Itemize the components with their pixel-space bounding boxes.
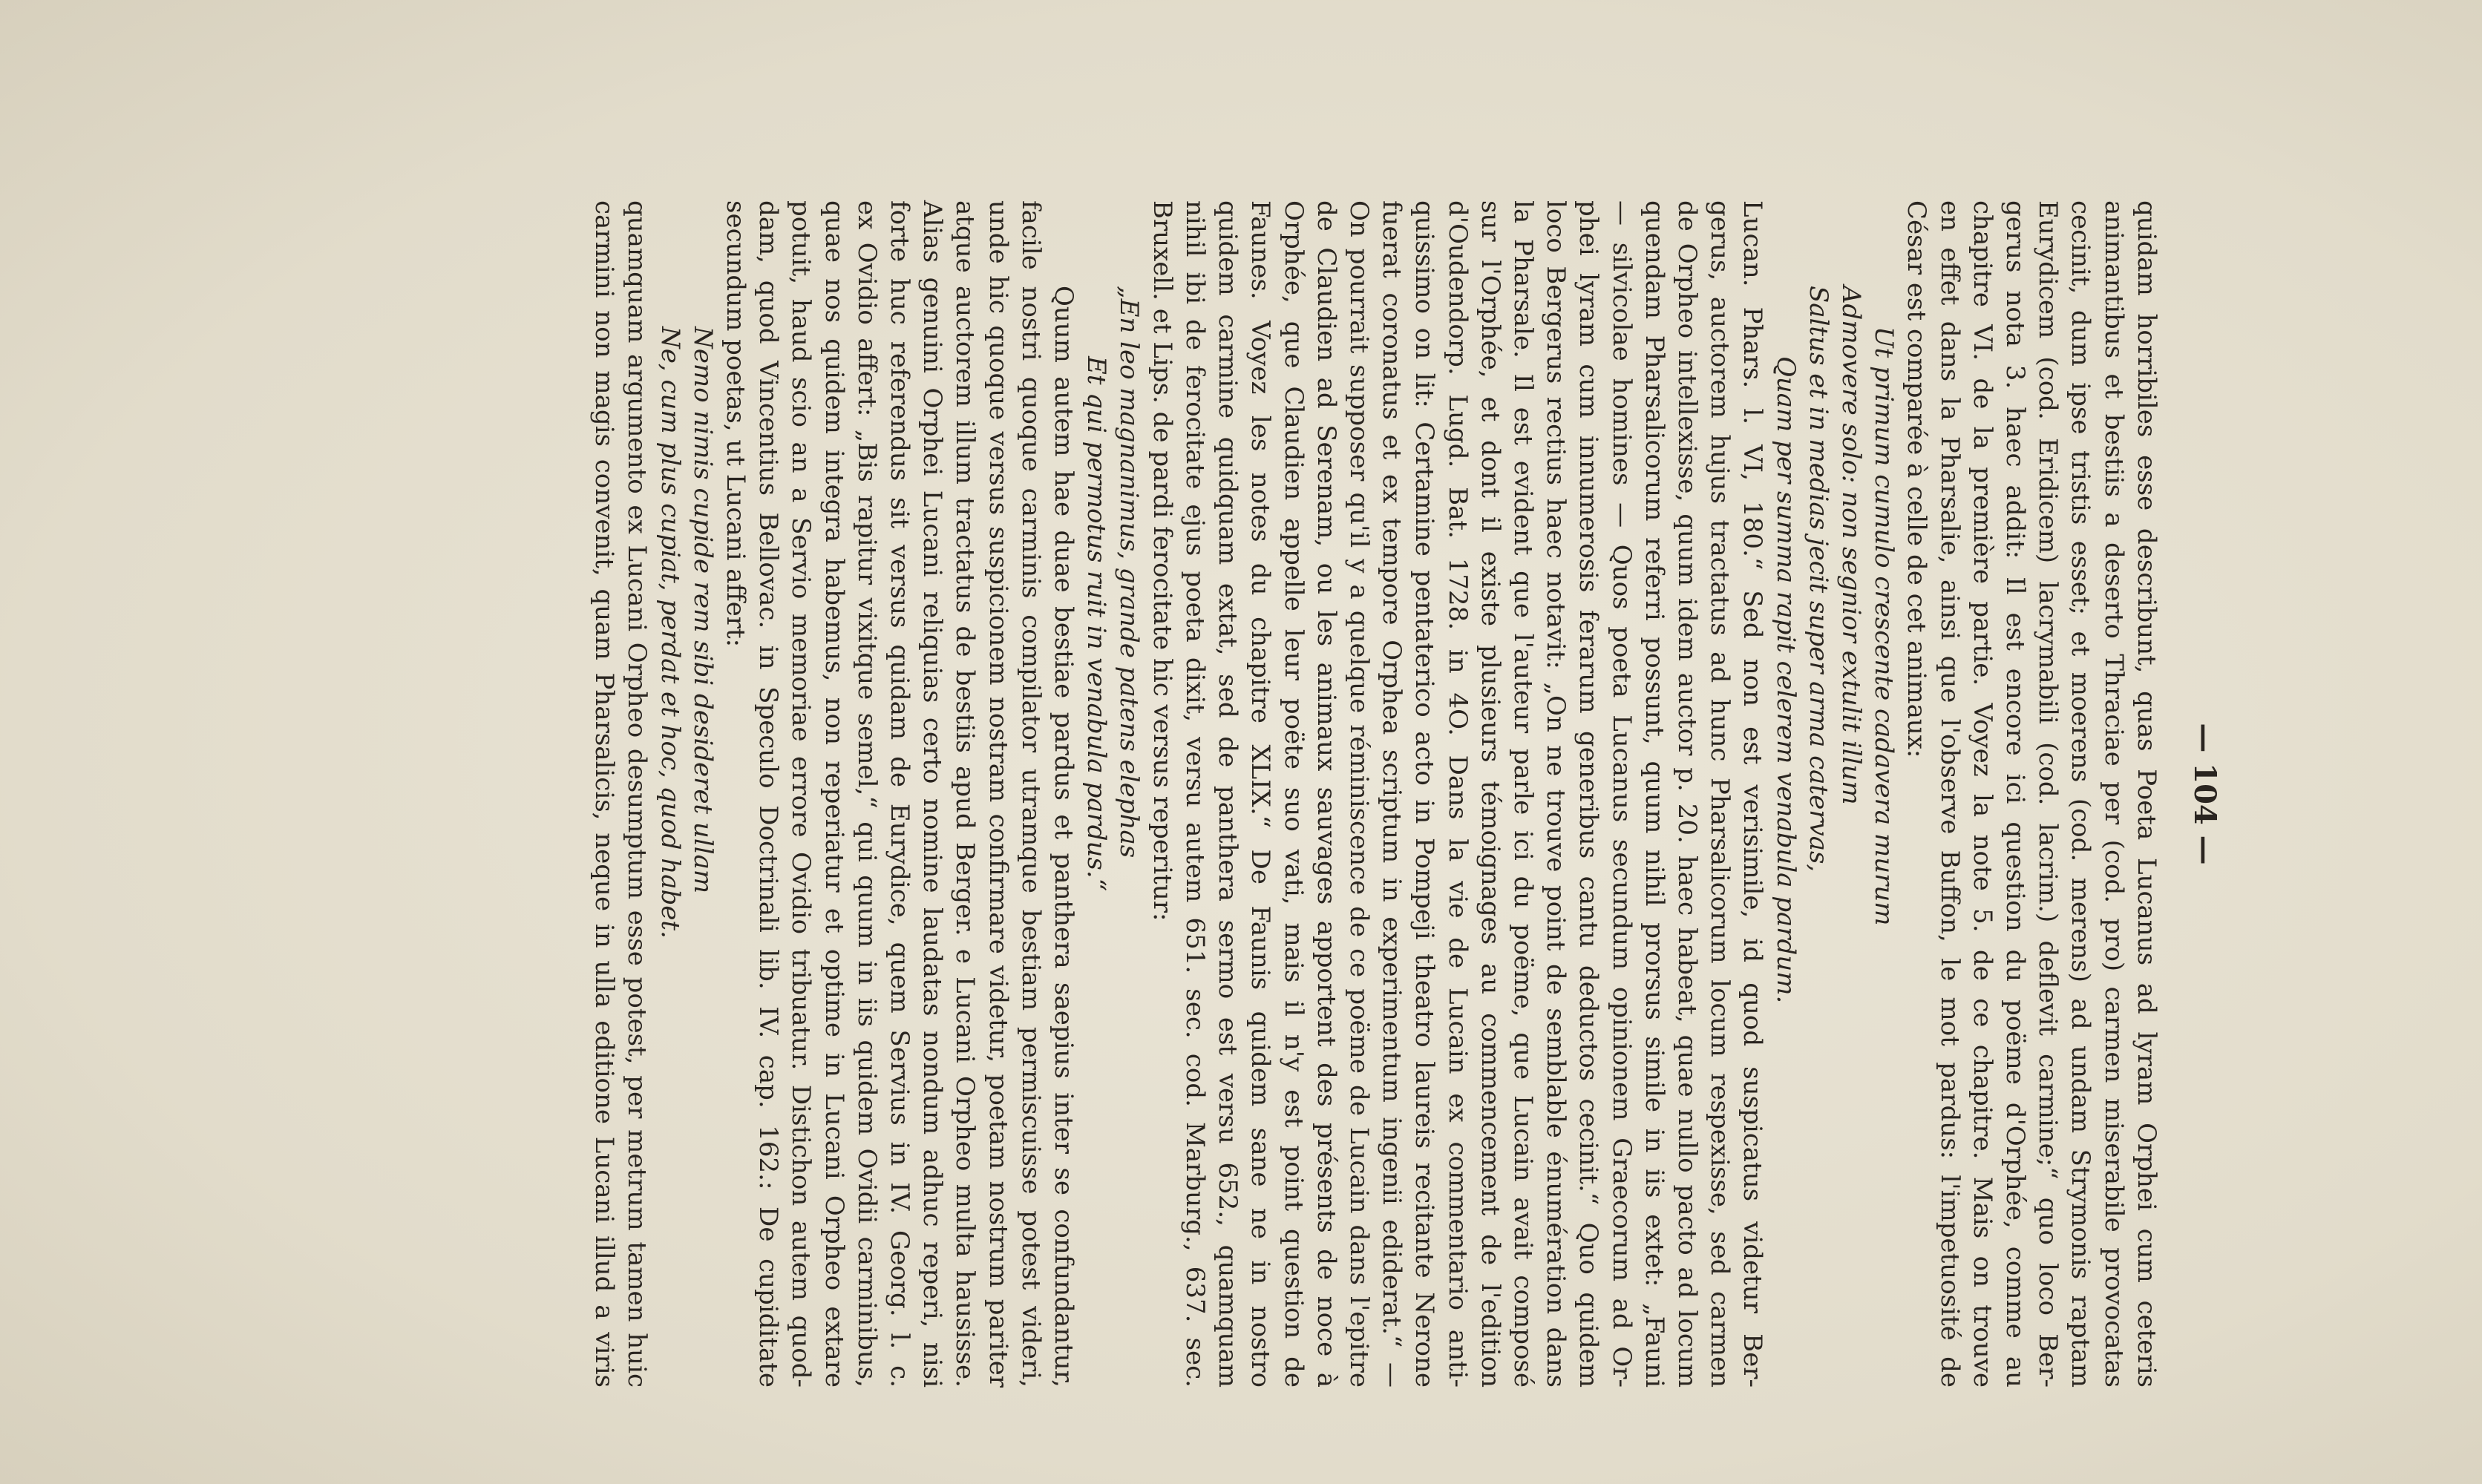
text-line: atque auctorem illum tractatus de bestiis apud Berger. e Lucani Orpheo multa hausisse. (950, 200, 980, 1388)
text-line: facile nostri quoque carminis compilator utramque bestiam permiscuisse potest videri, (1015, 200, 1046, 1388)
text-line: gerus, auctorem hujus tractatus ad hunc Pharsalicorum locum respexisse, sed carmen (1705, 200, 1735, 1388)
verse-line: Ne, cum plus cupiat, perdat et hoc, quod habet. (655, 326, 685, 939)
paragraph-last-line: César est comparée à celle de cet animaux: (1902, 200, 1932, 758)
page-text-column (588, 200, 2221, 1388)
paragraph-last-line: secundum poetas, ut Lucani affert: (721, 200, 751, 648)
text-line: la Pharsale. Il est evident que l'auteur parle ici du poëme, que Lucain avait composé (1507, 200, 1538, 1388)
text-line: potuit, haud scio an a Servio memoriae errore Ovidio tribuatur. Distichon autem quod- (786, 200, 816, 1388)
text-line: ex Ovidio affert: „Bis rapitur vixitque semel,“ qui quum in iis quidem Ovidii carminibus, (851, 200, 882, 1388)
text-line: Eurydicem (cod. Eridicem) lacrymabili (cod. lacrim.) deflevit carmine;“ quo loco Ber- (2033, 200, 2063, 1388)
paragraph-last-line: Bruxell. et Lips. de pardi ferocitate hic versus reperitur: (1147, 200, 1177, 922)
text-line: quissimo on lit: Certamine pentaterico acto in Pompeji theatro laureis recitante Nerone (1409, 200, 1440, 1388)
text-line: Faunes. Voyez les notes du chapitre XLIX.“ De Faunis quidem sane ne in nostro (1245, 200, 1276, 1388)
text-line: Orphée, que Claudien appelle leur poëte suo vati, mais il n'y est point question de (1278, 200, 1309, 1388)
text-line: phei lyram cum innumerosis ferarum generibus cantu deductos cecinit.“ Quo quidem (1574, 200, 1604, 1388)
text-line: Lucan. Phars. l. VI, 180.“ Sed non est verisimile, id quod suspicatus videtur Ber- (1738, 200, 1768, 1388)
text-line: carmini non magis convenit, quam Pharsalicis, neque in ulla editione Lucani illud a viris (589, 200, 620, 1388)
text-line: de Claudien ad Serenam, ou les animaux sauvages apportent des présents de noce à (1311, 200, 1341, 1388)
text-line: de Orpheo intellexisse, quum idem auctor p. 20. haec habeat, quae nullo pacto ad locum (1671, 200, 1702, 1388)
text-line: forte huc referendus sit versus quidam de Eurydice, quem Servius in IV. Georg. l. c. (885, 200, 915, 1388)
verse-line: Quam per summa rapit celerem venabula pardum. (1770, 356, 1801, 1004)
verse-line: Ut primum cumulo crescente cadavera murum (1869, 326, 1899, 926)
text-line: fuerat coronatus et ex tempore Orphea scriptum in experimentum ingenii ediderat.“ — (1377, 200, 1407, 1388)
text-line: quidam horribiles esse describunt, quas Poeta Lucanus ad lyram Orphei cum ceteris (2131, 200, 2161, 1388)
text-line: dam, quod Vincentius Bellovac. in Speculo Doctrinali lib. IV. cap. 162.: De cupiditate (753, 200, 784, 1388)
text-line: gerus nota 3. haec addit: Il est encore ici question du poëme d'Orphée, comme au (2000, 200, 2030, 1388)
text-blocks (588, 200, 2163, 1388)
text-line: sur l'Orphée, et dont il existe plusieurs témoignages au commencement de l'edition (1475, 200, 1505, 1388)
text-line: On pourrait supposer qu'il y a quelque réminiscence de ce poëme de Lucain dans l'epitre (1343, 200, 1374, 1388)
text-line: animantibus et bestiis a deserto Thraciae per (cod. pro) carmen miserabile provocatas (2098, 200, 2129, 1388)
text-line: quendam Pharsalicorum referri possunt, quum nihil prorsus simile in iis extet: „Fauni (1639, 200, 1669, 1388)
verse-line: Admovere solo: non segnior extulit illum (1836, 286, 1866, 805)
text-line: — silvicolae homines — Quos poeta Lucanus secundum opinionem Graecorum ad Or- (1606, 200, 1637, 1388)
text-line: cecinit, dum ipse tristis esset; et moerens (cod. merens) ad undam Strymonis raptam (2066, 200, 2096, 1388)
text-line: en effet dans la Pharsalie, ainsi que l'observe Buffon, le mot pardus: l'impetuosité de (1934, 200, 1965, 1388)
verse-line: Saltus et in medias jecit super arma catervas, (1803, 286, 1833, 873)
page-number: — 104 — (2187, 723, 2222, 865)
verse-line: Et qui permotus ruit in venabula pardus.“ (1081, 356, 1112, 892)
paragraph-first-line: Quum autem hae duae bestiae pardus et panthera saepius inter se confundantur, (1049, 286, 1079, 1388)
text-line: chapitre VI. de la première partie. Voyez la note 5. de ce chapitre. Mais on trouve (1967, 200, 1997, 1388)
text-line: quae nos quidem integra habemus, non reperiatur et optime in Lucani Orpheo extare (819, 200, 849, 1388)
text-line: quamquam argumento ex Lucani Orpheo desumptum esse potest, per metrum tamen huic (622, 200, 652, 1388)
text-line: quidem carmine quidquam extat, sed de panthera sermo est versu 652., quamquam (1213, 200, 1243, 1388)
text-line: Alias genuini Orphei Lucani reliquias certo nomine laudatas nondum adhuc reperi, nisi (917, 200, 948, 1388)
verse-line: „En leo magnanimus, grande patens elephas (1114, 286, 1145, 858)
text-line: nihil ibi de ferocitate ejus poeta dixit, versu autem 651. sec. cod. Marburg., 637. sec. (1179, 200, 1210, 1388)
text-line: unde hic quoque versus suspicionem nostram confirmare videtur, poetam nostrum pariter (983, 200, 1013, 1388)
verse-line: Nemo nimis cupide rem sibi desideret ullam (687, 326, 718, 894)
text-line: d'Oudendorp. Lugd. Bat. 1728. in 4O. Dans la vie de Lucain ex commentario anti- (1442, 200, 1473, 1388)
text-line: loco Bergerus rectius haec notavit: „On ne trouve point de semblable énumération dans (1541, 200, 1571, 1388)
rotated-page-body (128, 74, 2354, 1410)
